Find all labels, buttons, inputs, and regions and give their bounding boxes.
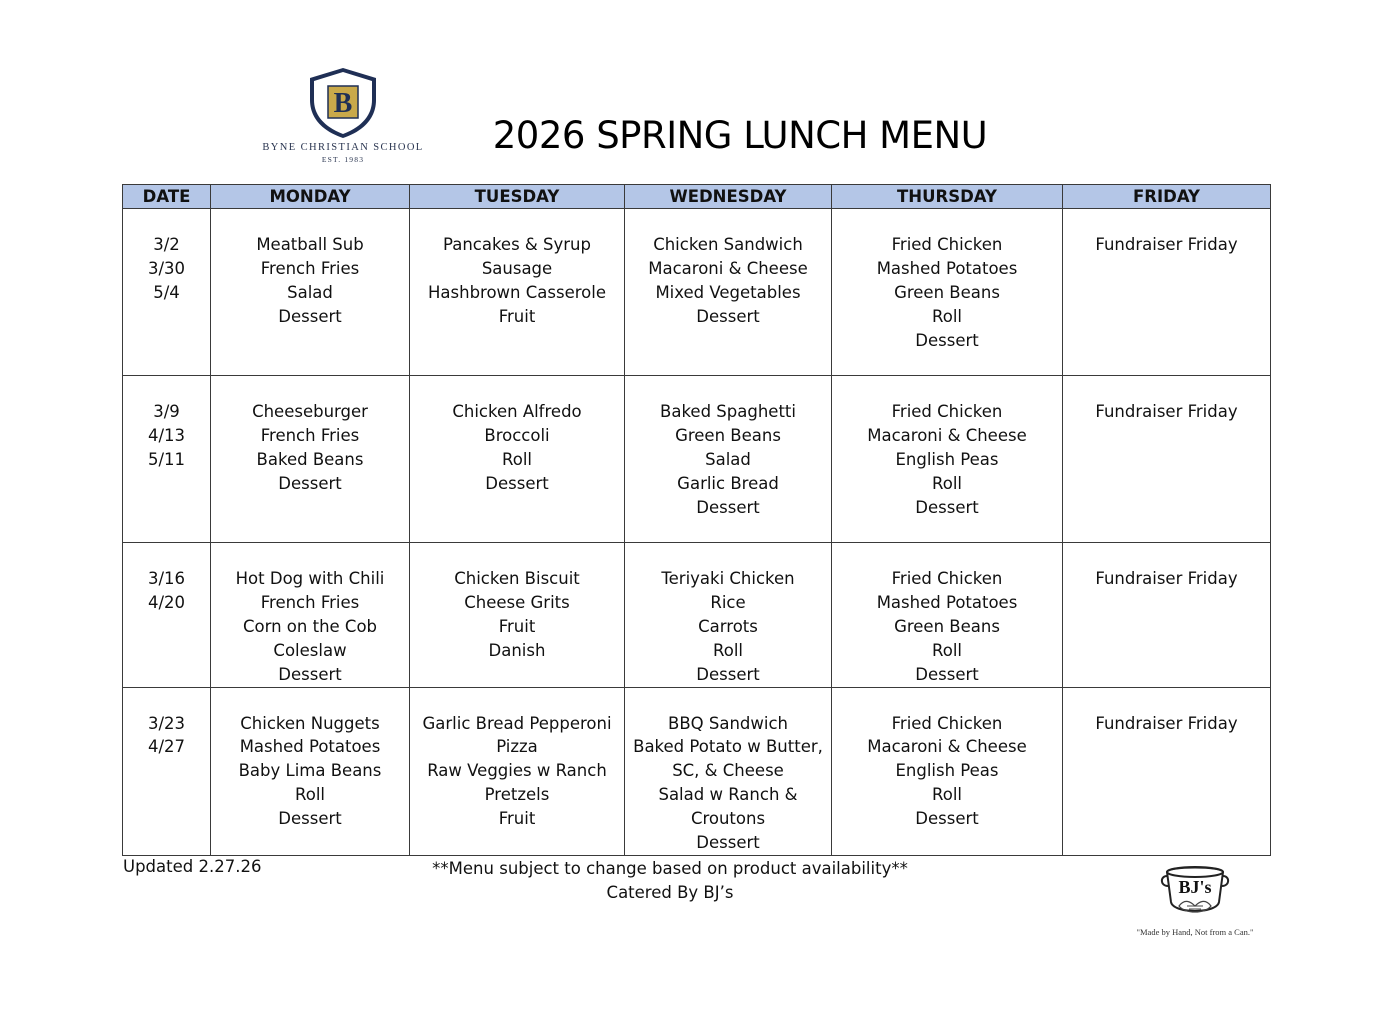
menu-item: BBQ Sandwich [668, 713, 788, 733]
menu-item: Carrots [698, 616, 758, 636]
menu-item: Rice [710, 592, 746, 612]
school-name: BYNE CHRISTIAN SCHOOL [262, 142, 424, 153]
menu-item: Fruit [498, 306, 536, 326]
monday-cell [211, 687, 410, 855]
menu-item: Coleslaw [273, 640, 347, 660]
menu-item: Cheese Grits [464, 592, 570, 612]
menu-item: Dessert [915, 330, 979, 350]
caterer-text: Catered By BJ’s [606, 883, 734, 902]
menu-item: Garlic Bread [677, 473, 779, 493]
menu-item: Fruit [498, 616, 536, 636]
menu-item: Baked Spaghetti [660, 402, 796, 421]
menu-item: Macaroni & Cheese [867, 737, 1027, 757]
menu-item: Danish [488, 640, 546, 660]
menu-item: Baked Beans [256, 449, 364, 469]
menu-item: Dessert [278, 473, 342, 493]
header-tuesday: TUESDAY [410, 185, 625, 209]
thursday-cell [832, 543, 1063, 688]
menu-item: Roll [932, 785, 962, 805]
menu-item: Chicken Sandwich [653, 235, 803, 254]
menu-item: Pizza [496, 737, 538, 757]
menu-item: Chicken Alfredo [452, 402, 582, 421]
friday-cell [1063, 376, 1271, 543]
date-cell [123, 209, 211, 376]
menu-item: Dessert [915, 664, 979, 684]
menu-item: Roll [713, 640, 743, 660]
menu-item: Croutons [690, 809, 766, 829]
menu-item: Fried Chicken [891, 235, 1003, 254]
date-cell [123, 543, 211, 688]
menu-item: English Peas [895, 761, 999, 781]
menu-item: Fried Chicken [891, 402, 1003, 421]
updated-date: Updated 2.27.26 [123, 857, 262, 876]
table-row [123, 209, 1271, 376]
school-established: EST. 1983 [321, 155, 365, 164]
menu-item: Garlic Bread Pepperoni [422, 713, 612, 733]
menu-item: Dessert [915, 497, 979, 517]
menu-item: Baked Potato w Butter, [633, 737, 823, 757]
wednesday-cell [625, 376, 832, 543]
tuesday-cell [410, 687, 625, 855]
tuesday-cell [410, 376, 625, 543]
menu-item: Dessert [278, 809, 342, 829]
wednesday-cell [625, 209, 832, 376]
header-date: DATE [123, 185, 211, 209]
footer-notes [420, 857, 920, 905]
menu-item: Pretzels [484, 785, 550, 805]
date: 3/23 [147, 713, 186, 733]
menu-item: Fundraiser Friday [1095, 402, 1238, 421]
menu-item: Roll [932, 473, 962, 493]
thursday-cell [832, 687, 1063, 855]
menu-item: Dessert [696, 833, 760, 853]
menu-item: Broccoli [484, 425, 550, 445]
menu-item: Chicken Biscuit [454, 569, 580, 588]
menu-item: Roll [502, 449, 532, 469]
menu-item: Raw Veggies w Ranch [427, 761, 607, 781]
date-cell [123, 687, 211, 855]
menu-item: Dessert [696, 306, 760, 326]
date: 4/13 [147, 425, 186, 445]
thursday-cell [832, 376, 1063, 543]
monday-cell [211, 209, 410, 376]
menu-item: Mashed Potatoes [239, 737, 381, 757]
shield-icon [307, 66, 379, 140]
bj-logo-name: BJ's [1178, 877, 1212, 897]
menu-item: Mashed Potatoes [876, 592, 1018, 612]
menu-item: Dessert [278, 306, 342, 326]
menu-item: Dessert [696, 497, 760, 517]
table-row [123, 543, 1271, 688]
menu-item: Dessert [278, 664, 342, 684]
menu-item: Dessert [485, 473, 549, 493]
menu-item: Roll [932, 640, 962, 660]
friday-cell [1063, 543, 1271, 688]
menu-item: French Fries [260, 425, 360, 445]
menu-item: English Peas [895, 449, 999, 469]
date: 3/16 [147, 569, 186, 588]
page-title: 2026 SPRING LUNCH MENU [492, 114, 988, 157]
table-row [123, 376, 1271, 543]
bj-pot-icon [1159, 862, 1231, 924]
menu-item: Fried Chicken [891, 713, 1003, 733]
logo-letter: B [333, 88, 353, 119]
lunch-menu-table [122, 184, 1271, 856]
header-wednesday: WEDNESDAY [625, 185, 832, 209]
menu-item: Sausage [481, 258, 553, 278]
tuesday-cell [410, 209, 625, 376]
menu-item: Salad [705, 449, 751, 469]
menu-item: Macaroni & Cheese [648, 258, 808, 278]
thursday-cell [832, 209, 1063, 376]
tuesday-cell [410, 543, 625, 688]
date: 5/4 [153, 282, 180, 302]
menu-item: Cheeseburger [252, 402, 368, 421]
menu-item: Dessert [696, 664, 760, 684]
menu-item: Roll [932, 306, 962, 326]
menu-item: SC, & Cheese [672, 761, 784, 781]
menu-item: Fundraiser Friday [1095, 713, 1238, 733]
menu-item: French Fries [260, 258, 360, 278]
date: 5/11 [147, 449, 186, 469]
menu-item: Green Beans [894, 282, 1000, 302]
school-logo [262, 66, 424, 172]
menu-item: Salad [287, 282, 333, 302]
date: 3/9 [153, 402, 180, 421]
menu-item: Green Beans [894, 616, 1000, 636]
date: 4/20 [147, 592, 186, 612]
menu-item: Salad w Ranch & [658, 785, 798, 805]
menu-item: Roll [295, 785, 325, 805]
menu-item: Dessert [915, 809, 979, 829]
menu-item: Mixed Vegetables [655, 282, 801, 302]
menu-item: French Fries [260, 592, 360, 612]
wednesday-cell [625, 543, 832, 688]
wednesday-cell [625, 687, 832, 855]
disclaimer-text: **Menu subject to change based on product availability** [432, 859, 908, 878]
menu-item: Corn on the Cob [242, 616, 378, 636]
menu-item: Meatball Sub [256, 235, 364, 254]
bj-tagline: "Made by Hand, Not from a Can." [1136, 927, 1254, 937]
menu-item: Teriyaki Chicken [661, 569, 795, 588]
menu-item: Fruit [498, 809, 536, 829]
menu-item: Green Beans [675, 425, 781, 445]
menu-item: Hashbrown Casserole [428, 282, 606, 302]
header-monday: MONDAY [211, 185, 410, 209]
friday-cell [1063, 209, 1271, 376]
date: 4/27 [147, 737, 186, 757]
menu-item: Macaroni & Cheese [867, 425, 1027, 445]
header-thursday: THURSDAY [832, 185, 1063, 209]
date-cell [123, 376, 211, 543]
header-row [123, 185, 1271, 209]
monday-cell [211, 376, 410, 543]
menu-item: Pancakes & Syrup [443, 235, 591, 254]
header-friday: FRIDAY [1063, 185, 1271, 209]
friday-cell [1063, 687, 1271, 855]
table-row [123, 687, 1271, 855]
date: 3/30 [147, 258, 186, 278]
menu-item: Fundraiser Friday [1095, 569, 1238, 588]
menu-item: Chicken Nuggets [240, 713, 380, 733]
menu-item: Hot Dog with Chili [235, 569, 385, 588]
monday-cell [211, 543, 410, 688]
menu-item: Baby Lima Beans [238, 761, 382, 781]
caterer-logo [1122, 862, 1268, 938]
menu-item: Mashed Potatoes [876, 258, 1018, 278]
date: 3/2 [153, 235, 180, 254]
menu-item: Fried Chicken [891, 569, 1003, 588]
menu-item: Fundraiser Friday [1095, 235, 1238, 254]
